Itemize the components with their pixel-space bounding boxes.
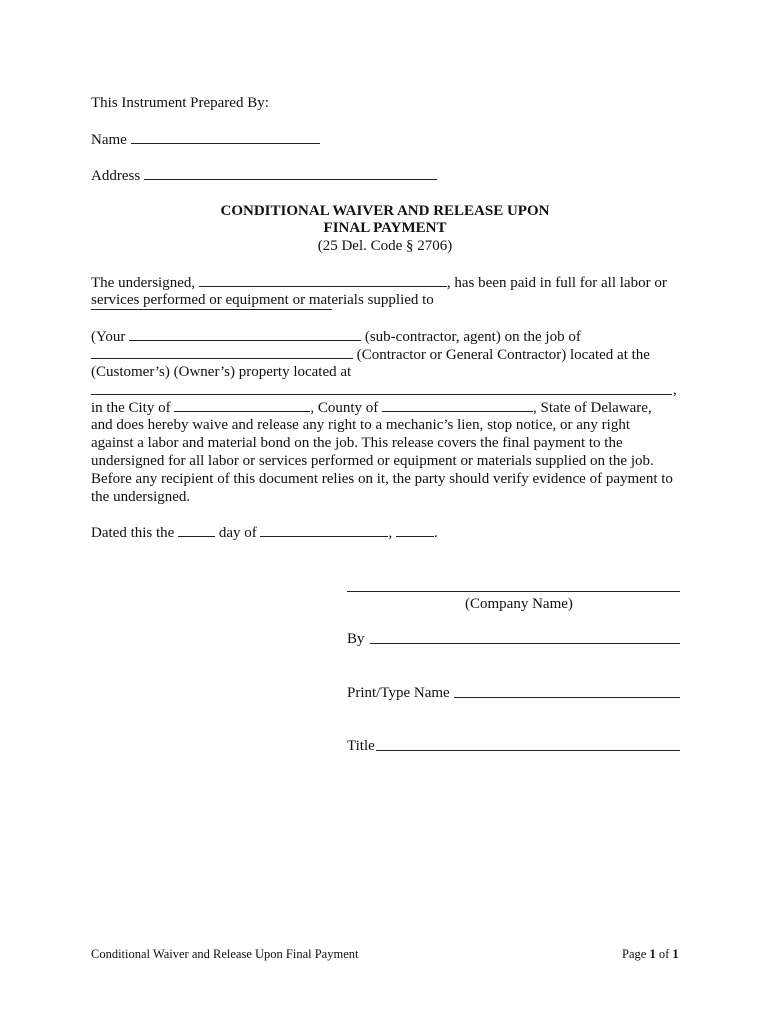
undersigned-label: The undersigned, (91, 275, 196, 291)
your-field[interactable] (129, 327, 361, 341)
waiver-line-4: Before any recipient of this document relies on it, the party should verify evidence of payment to (91, 471, 673, 487)
waiver-line-2: against a labor and material bond on the job. This release covers the final payment to the (91, 435, 623, 451)
print-name-label: Print/Type Name (347, 685, 450, 701)
paid-in-full-text: , has been paid in full for all labor or (446, 275, 667, 291)
address-row (91, 166, 437, 185)
payee-field[interactable] (91, 309, 332, 310)
page-number (622, 945, 679, 963)
dated-day-field[interactable] (178, 523, 215, 537)
services-text: services performed or equipment or materials supplied to (91, 292, 434, 308)
name-label: Name (91, 132, 127, 148)
your-label: (Your (91, 329, 126, 345)
dated-label: Dated this the (91, 525, 175, 541)
document-title-line2: FINAL PAYMENT (323, 220, 447, 236)
prepared-by-label: This Instrument Prepared By: (91, 95, 269, 111)
page-current: 1 (649, 947, 656, 961)
page-of: of (658, 947, 670, 961)
page-prefix: Page (622, 947, 647, 961)
by-field[interactable] (370, 643, 680, 644)
print-name-field[interactable] (454, 697, 680, 698)
city-field[interactable] (174, 398, 310, 412)
dated-period: . (433, 525, 438, 541)
property-comma: , (673, 382, 677, 398)
dated-row (91, 523, 438, 542)
page-total: 1 (672, 947, 679, 961)
address-label: Address (91, 168, 141, 184)
title-label: Title (347, 738, 375, 754)
name-field[interactable] (131, 130, 320, 144)
day-of-label: day of (218, 525, 257, 541)
undersigned-field[interactable] (199, 273, 447, 287)
property-address-field[interactable] (91, 394, 672, 395)
name-row (91, 130, 320, 149)
document-title-line1: CONDITIONAL WAIVER AND RELEASE UPON (220, 203, 550, 219)
county-label: , County of (310, 400, 379, 416)
contractor-row (91, 345, 650, 364)
subcontractor-text: (sub-contractor, agent) on the job of (364, 329, 581, 345)
address-field[interactable] (144, 166, 437, 180)
title-field[interactable] (376, 750, 680, 751)
statute-citation: (25 Del. Code § 2706) (317, 238, 453, 254)
footer-document-title: Conditional Waiver and Release Upon Final Payment (91, 947, 359, 961)
by-label: By (347, 631, 365, 647)
waiver-line-3: undersigned for all labor or services performed or equipment or materials supplied on the job. (91, 453, 654, 469)
dated-year-field[interactable] (396, 523, 434, 537)
undersigned-row (91, 273, 667, 292)
city-county-row (91, 398, 652, 417)
waiver-line-5: the undersigned. (91, 489, 191, 505)
state-text: , State of Delaware, (533, 400, 652, 416)
dated-month-field[interactable] (260, 523, 388, 537)
dated-comma: , (388, 525, 393, 541)
customer-property-text: (Customer’s) (Owner’s) property located at (91, 364, 352, 380)
county-field[interactable] (382, 398, 533, 412)
city-label: in the City of (91, 400, 171, 416)
waiver-line-1: and does hereby waive and release any right to a mechanic’s lien, stop notice, or any right (91, 417, 630, 433)
contractor-field[interactable] (91, 345, 353, 359)
company-name-label: (Company Name) (465, 596, 573, 612)
contractor-text: (Contractor or General Contractor) located at the (356, 347, 650, 363)
your-row (91, 327, 581, 346)
company-name-field[interactable] (347, 591, 680, 592)
